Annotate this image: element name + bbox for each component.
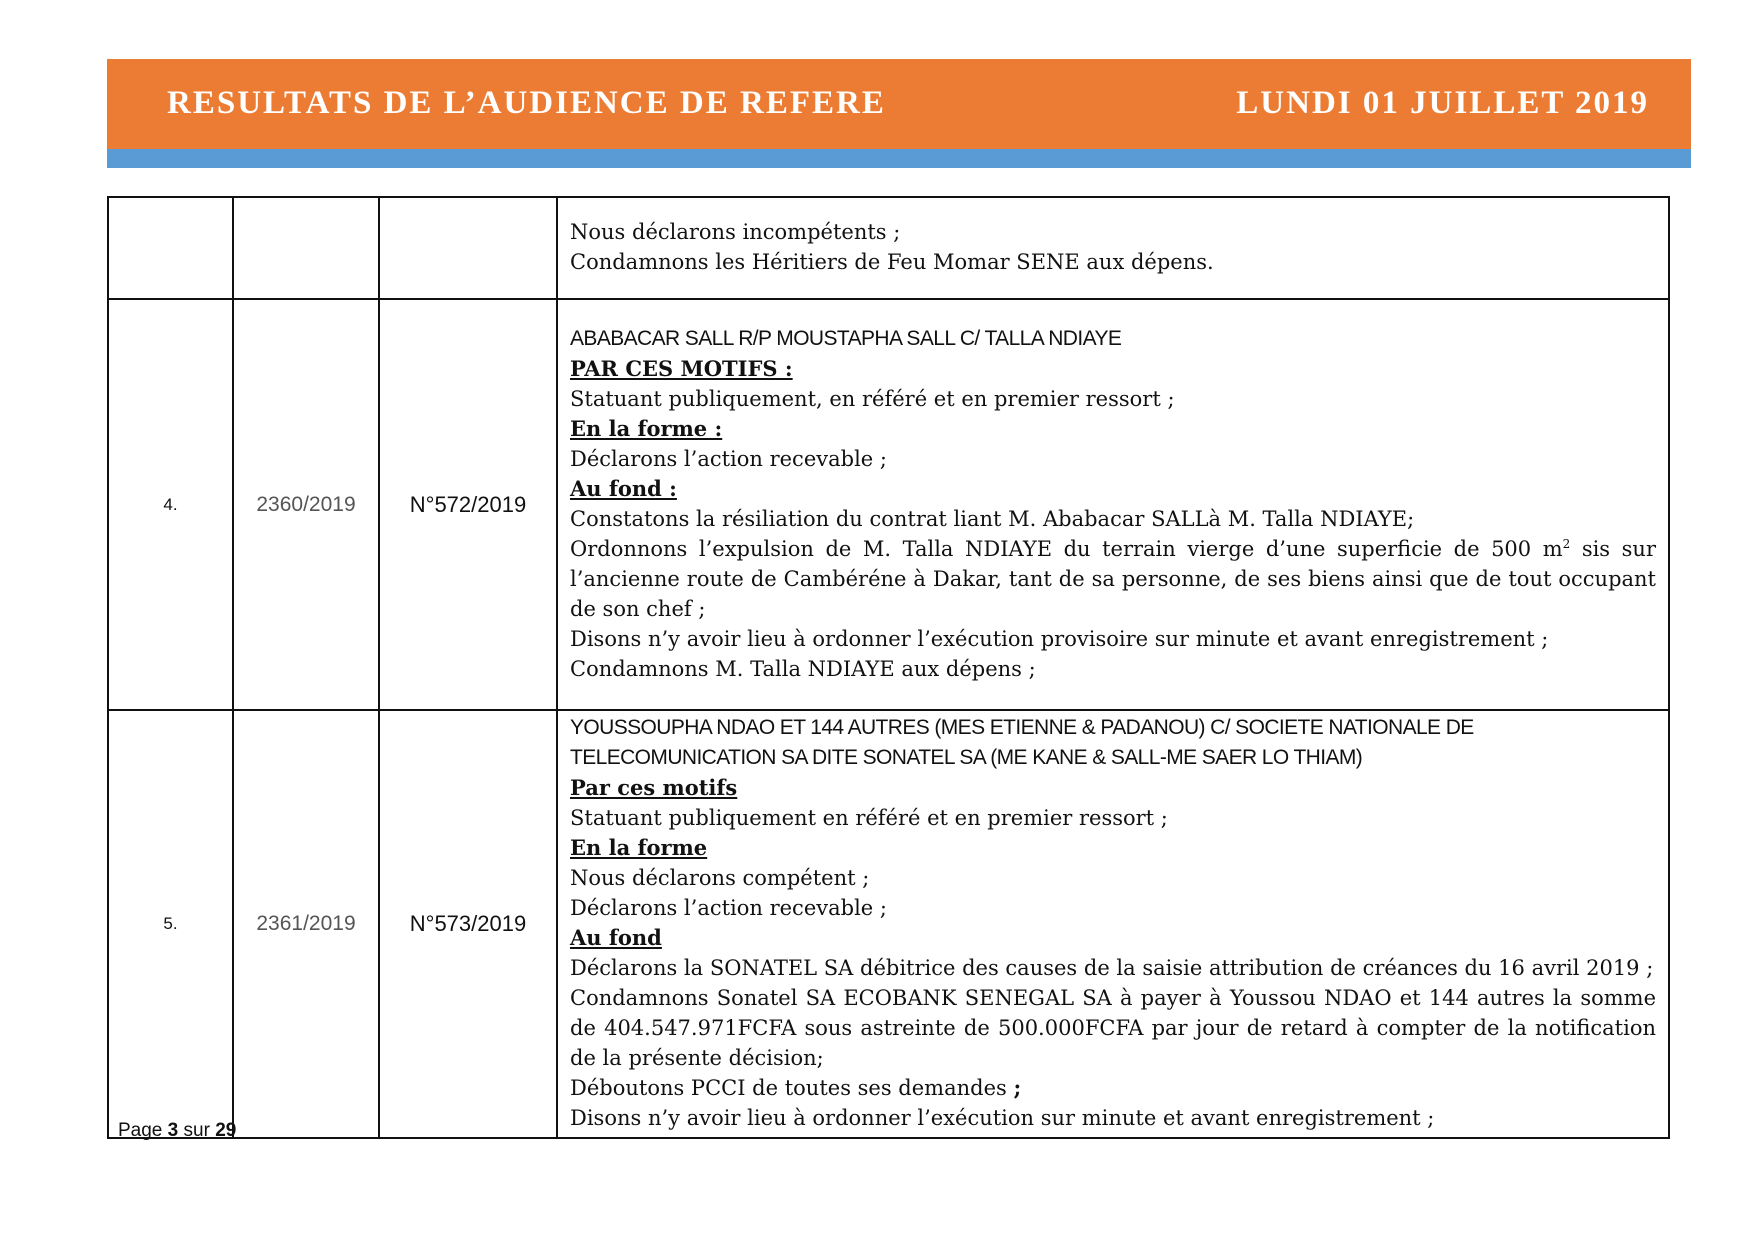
table-row: [108, 197, 1669, 299]
footer-prefix: Page: [118, 1120, 168, 1141]
ruling-fragment: sis sur l’ancienne route de Cambéréne à Dakar, tant de sa personne, de ses biens ainsi que de tout occupant de son chef ;: [570, 536, 1656, 621]
case-index: 4.: [108, 299, 233, 710]
ruling-line: Déclarons l’action recevable ;: [570, 446, 887, 471]
ruling-line: Condamnons Sonatel SA ECOBANK SENEGAL SA à payer à Youssou NDAO et 144 autres la somme de 404.547.971FCFA sous astreinte de 500.000FCFA par jour de retard à compter de la notification de la présente décision;: [570, 986, 1656, 1070]
ruling-fragment: Ordonnons l’expulsion de M. Talla NDIAYE du terrain vierge d’une superficie de 500 m: [570, 536, 1563, 561]
ruling-line: Nous déclarons incompétents ;: [570, 220, 901, 244]
role-number: [233, 197, 379, 299]
case-parties: YOUSSOUPHA NDAO ET 144 AUTRES (MES ETIENNE & PADANOU) C/ SOCIETE NATIONALE DE TELECOMUNICATION SA DITE SONATEL SA (ME KANE & SALL-ME SAER LO THIAM): [570, 716, 1474, 769]
heading-forme: En la forme: [570, 835, 708, 860]
heading-fond: Au fond :: [570, 475, 677, 501]
table-row: [108, 299, 1669, 710]
ruling-fragment: ;: [1013, 1075, 1022, 1100]
decision-number: N°573/2019: [379, 710, 557, 1138]
total-pages: 29: [215, 1120, 237, 1141]
ruling-line: Condamnons les Héritiers de Feu Momar SENE aux dépens.: [570, 250, 1214, 274]
decision-number: [379, 197, 557, 299]
heading-fond: Au fond: [570, 925, 662, 950]
role-number: 2361/2019: [233, 710, 379, 1138]
ruling-line: Disons n’y avoir lieu à ordonner l’exécution sur minute et avant enregistrement ;: [570, 1106, 1435, 1130]
ruling-line: Déclarons la SONATEL SA débitrice des causes de la saisie attribution de créances du 16 avril 2019 ;: [570, 956, 1654, 980]
case-index: [108, 197, 233, 299]
decision-number: N°572/2019: [379, 299, 557, 710]
hearing-date: LUNDI 01 JUILLET 2019: [1236, 84, 1649, 121]
page-title: RESULTATS DE L’AUDIENCE DE REFERE: [167, 84, 886, 121]
ruling-line: [570, 534, 1656, 624]
case-parties: ABABACAR SALL R/P MOUSTAPHA SALL C/ TALLA NDIAYE: [570, 326, 1122, 350]
ruling-line: [570, 1073, 1656, 1103]
ruling-line: Statuant publiquement en référé et en premier ressort ;: [570, 806, 1168, 830]
results-table: [107, 196, 1670, 1139]
table-row: [108, 710, 1669, 1138]
heading-forme: En la forme :: [570, 415, 723, 441]
ruling-fragment: Déboutons PCCI de toutes ses demandes: [570, 1076, 1014, 1100]
ruling-line: Disons n’y avoir lieu à ordonner l’exécution provisoire sur minute et avant enregistrement ;: [570, 626, 1549, 651]
heading-motifs: PAR CES MOTIFS :: [570, 355, 793, 381]
current-page: 3: [167, 1120, 179, 1141]
ruling-line: Nous déclarons compétent ;: [570, 866, 870, 890]
ruling-text: [557, 299, 1669, 710]
ruling-text: [557, 710, 1669, 1138]
page-footer: [118, 1120, 236, 1142]
footer-middle: sur: [178, 1120, 216, 1141]
role-number: 2360/2019: [233, 299, 379, 710]
heading-motifs: Par ces motifs: [570, 775, 738, 800]
ruling-line: Constatons la résiliation du contrat liant M. Ababacar SALLà M. Talla NDIAYE;: [570, 506, 1415, 531]
ruling-line: Déclarons l’action recevable ;: [570, 896, 887, 920]
ruling-line: Condamnons M. Talla NDIAYE aux dépens ;: [570, 656, 1036, 681]
header-bar: [107, 59, 1691, 149]
ruling-line: Statuant publiquement, en référé et en premier ressort ;: [570, 386, 1175, 411]
superscript: 2: [1562, 536, 1571, 551]
ruling-text: [557, 197, 1669, 299]
case-index: 5.: [108, 710, 233, 1138]
header-stripe: [107, 149, 1691, 168]
